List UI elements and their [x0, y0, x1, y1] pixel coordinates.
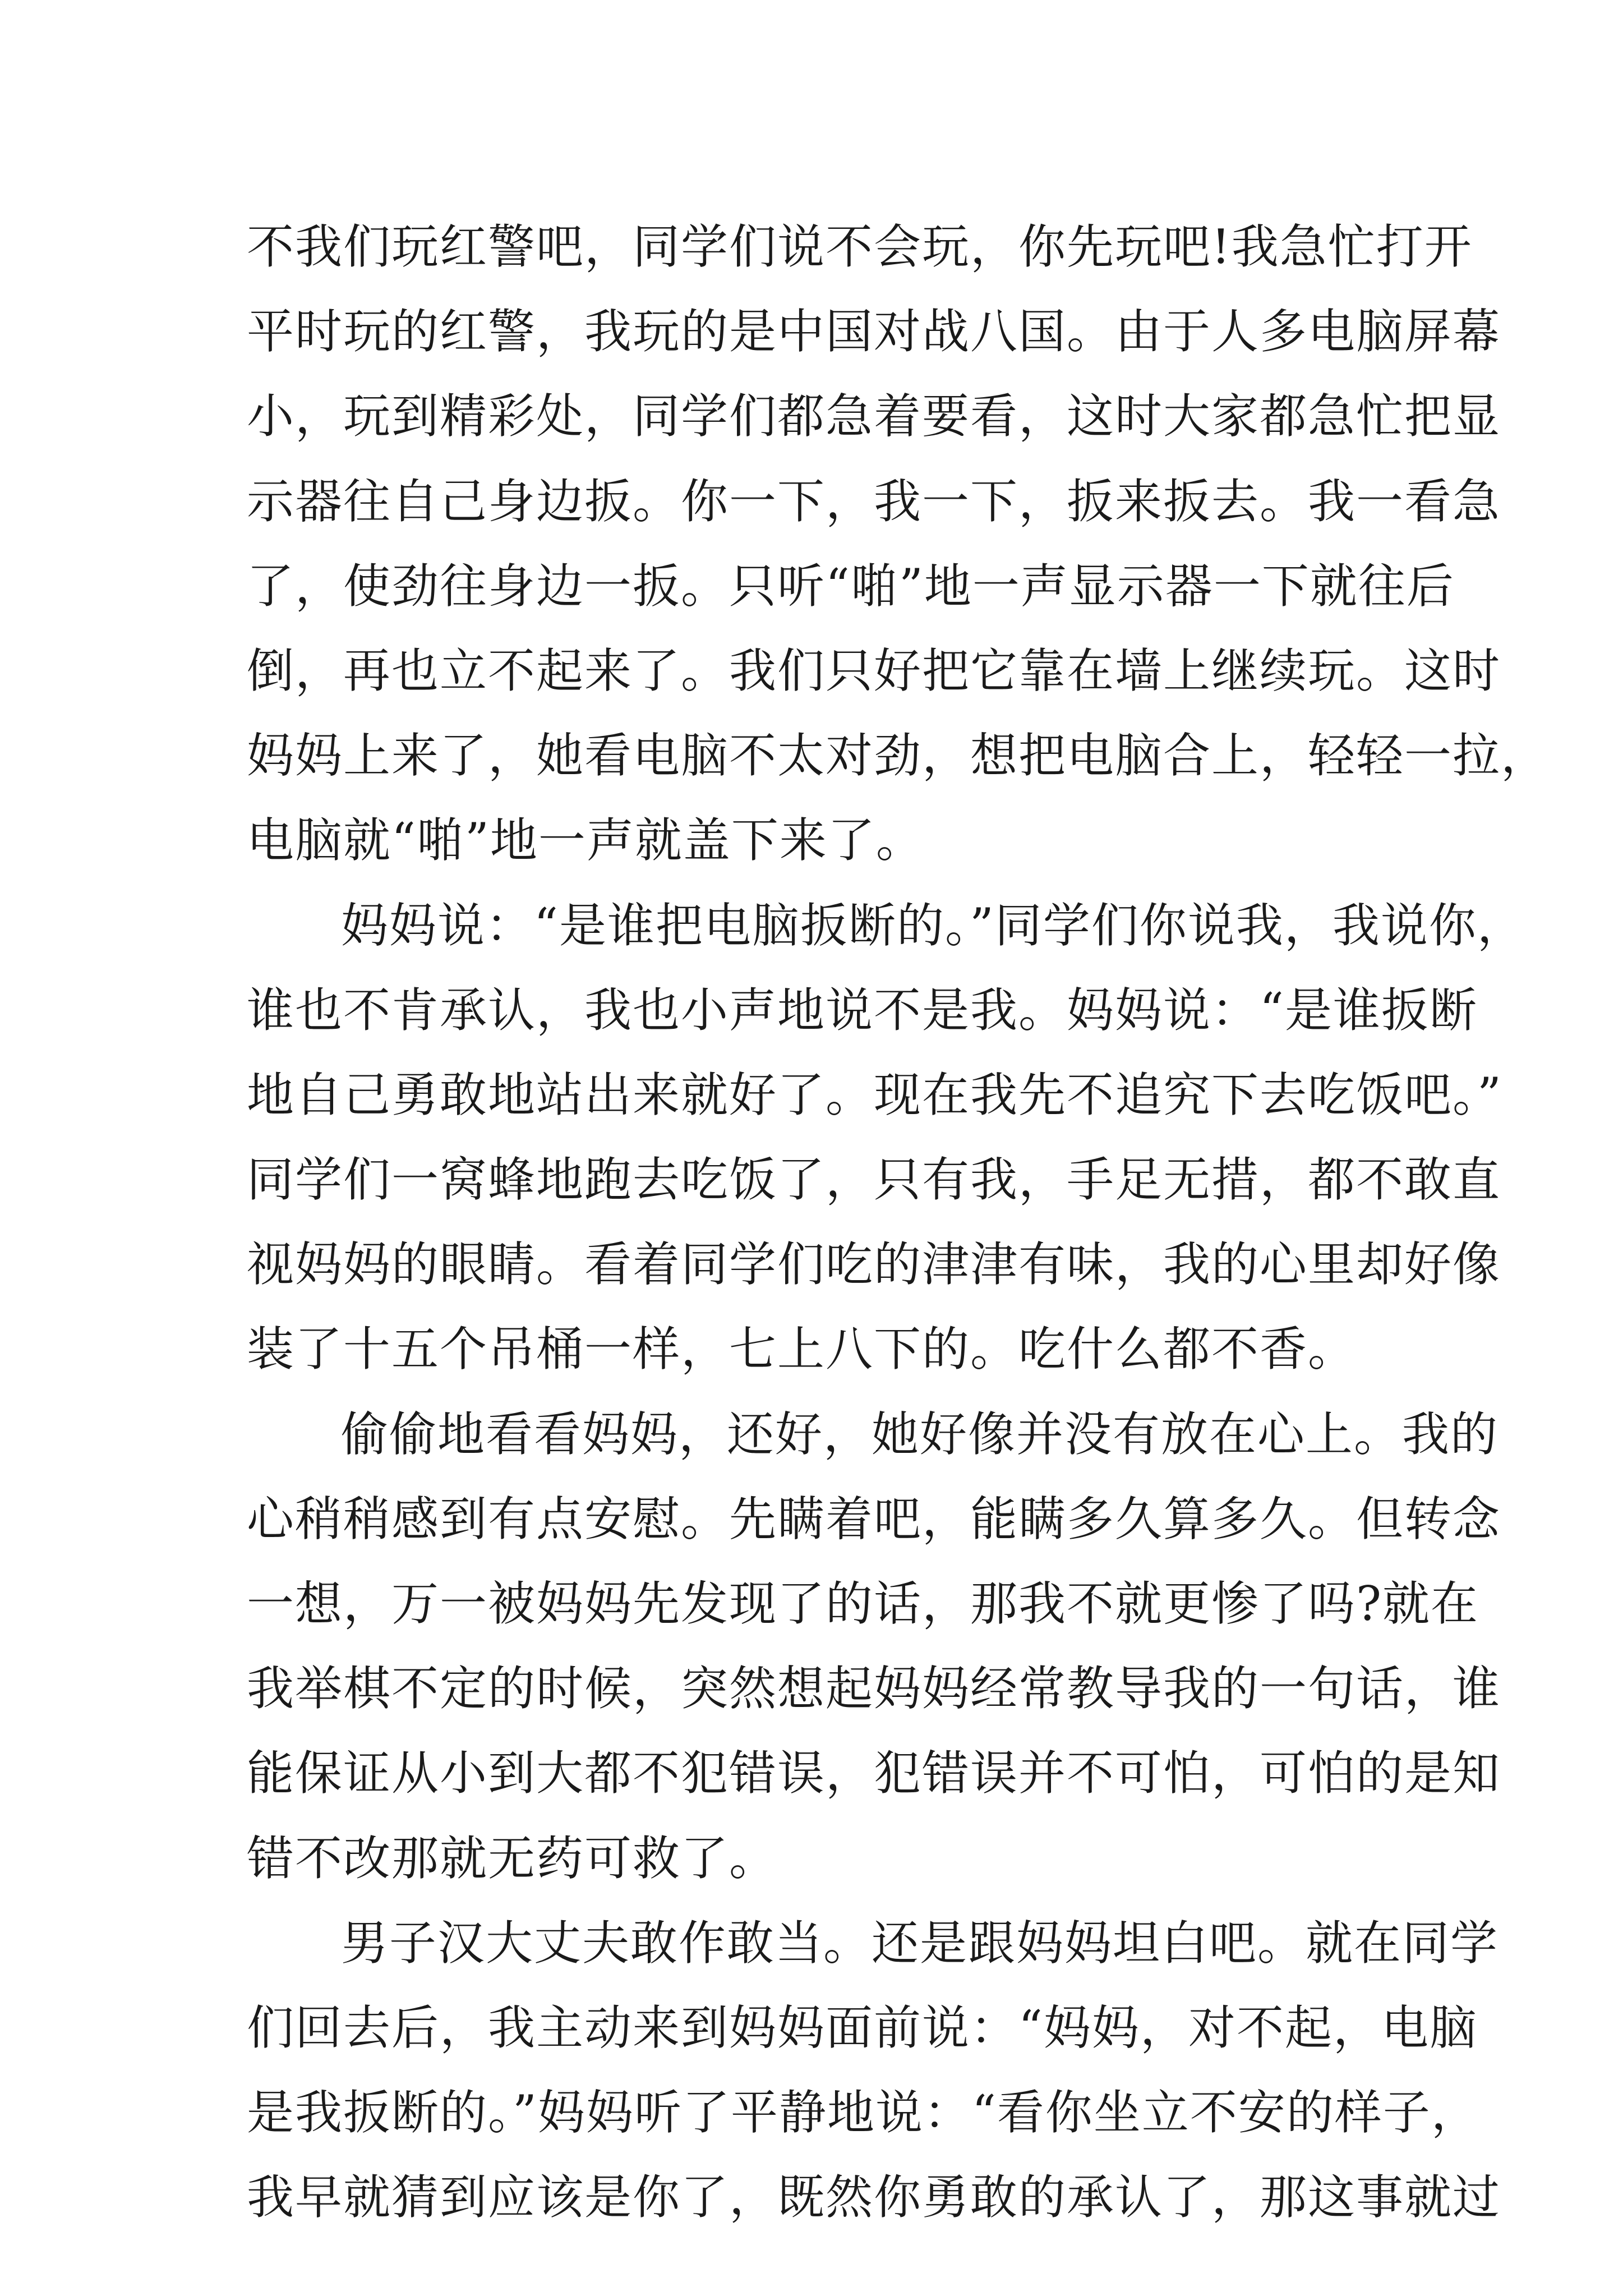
- text-line: 们回去后，我主动来到妈妈面前说：“妈妈，对不起，电脑: [247, 2000, 1478, 2055]
- text-line: 心稍稍感到有点安慰。先瞒着吧，能瞒多久算多久。但转念: [247, 1491, 1501, 1547]
- paragraph-start-line: 偷偷地看看妈妈，还好，她好像并没有放在心上。我的: [341, 1406, 1499, 1462]
- text-line: 平时玩的红警，我玩的是中国对战八国。由于人多电脑屏幕: [247, 304, 1501, 360]
- paragraph-start-line: 妈妈说：“是谁把电脑扳断的。”同学们你说我，我说你，: [341, 898, 1525, 953]
- text-line: 错不改那就无药可救了。: [247, 1830, 778, 1886]
- text-line: 装了十五个吊桶一样，七上八下的。吃什么都不香。: [247, 1322, 1357, 1377]
- text-line: 了，使劲往身边一扳。只听“啪”地一声显示器一下就往后: [247, 558, 1455, 614]
- text-line: 示器往自己身边扳。你一下，我一下，扳来扳去。我一看急: [247, 473, 1501, 529]
- text-line: 能保证从小到大都不犯错误，犯错误并不可怕，可怕的是知: [247, 1746, 1501, 1801]
- text-line: 一想，万一被妈妈先发现了的话，那我不就更惨了吗?就在: [247, 1576, 1479, 1631]
- text-line: 不我们玩红警吧，同学们说不会玩，你先玩吧!我急忙打开: [247, 219, 1473, 274]
- text-line: 视妈妈的眼睛。看着同学们吃的津津有味，我的心里却好像: [247, 1237, 1501, 1292]
- text-line: 妈妈上来了，她看电脑不太对劲，想把电脑合上，轻轻一拉，: [247, 728, 1550, 784]
- text-line: 我早就猜到应该是你了，既然你勇敢的承认了，那这事就过: [247, 2170, 1501, 2225]
- text-line: 谁也不肯承认，我也小声地说不是我。妈妈说：“是谁扳断: [247, 982, 1478, 1038]
- text-line: 同学们一窝蜂地跑去吃饭了，只有我，手足无措，都不敢直: [247, 1152, 1501, 1208]
- text-line: 地自己勇敢地站出来就好了。现在我先不追究下去吃饭吧。”: [247, 1067, 1502, 1122]
- paragraph-start-line: 男子汉大丈夫敢作敢当。还是跟妈妈坦白吧。就在同学: [341, 1915, 1499, 1971]
- text-line: 电脑就“啪”地一声就盖下来了。: [247, 813, 924, 868]
- text-line: 倒，再也立不起来了。我们只好把它靠在墙上继续玩。这时: [247, 643, 1501, 698]
- text-line: 小，玩到精彩处，同学们都急着要看，这时大家都急忙把显: [247, 389, 1501, 444]
- body-text: [247, 205, 1550, 2240]
- text-line: 是我扳断的。”妈妈听了平静地说：“看你坐立不安的样子，: [247, 2085, 1479, 2141]
- text-line: 我举棋不定的时候，突然想起妈妈经常教导我的一句话，谁: [247, 1661, 1501, 1717]
